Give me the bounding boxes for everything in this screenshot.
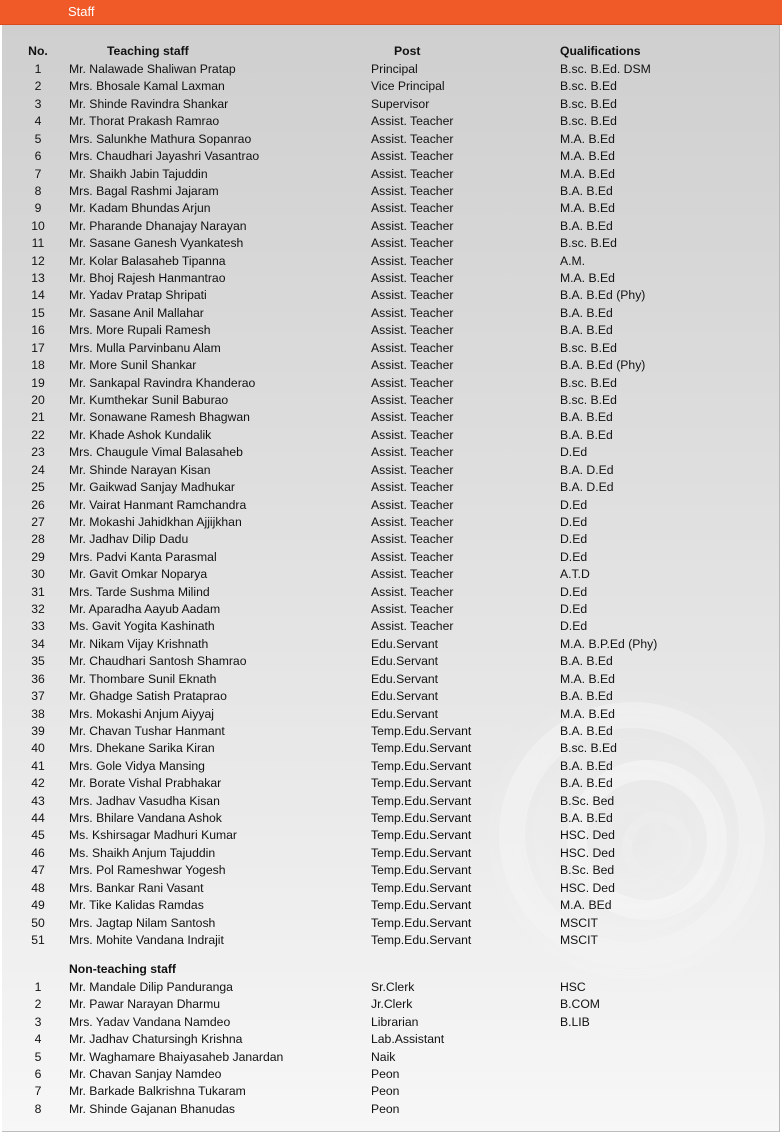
row-number: 47 bbox=[31, 863, 45, 878]
staff-name: Mr. Mokashi Jahidkhan Ajjijkhan bbox=[69, 514, 242, 529]
table-row bbox=[2, 566, 779, 583]
staff-qualification: B.sc. B.Ed bbox=[560, 741, 617, 756]
table-row bbox=[2, 584, 779, 601]
staff-name: Mr. Sasane Anil Mallahar bbox=[69, 305, 204, 320]
staff-post: Edu.Servant bbox=[371, 689, 439, 704]
row-number: 29 bbox=[31, 549, 45, 564]
table-row bbox=[2, 1066, 779, 1083]
table-row bbox=[2, 200, 779, 217]
staff-post: Peon bbox=[371, 1101, 400, 1116]
staff-qualification: B.A. B.Ed bbox=[560, 689, 613, 704]
staff-name: Mr. Kolar Balasaheb Tipanna bbox=[69, 253, 226, 268]
staff-name: Mr. Bhoj Rajesh Hanmantrao bbox=[69, 271, 226, 286]
table-row bbox=[2, 96, 779, 113]
table-row bbox=[2, 1101, 779, 1118]
staff-name: Mr. Jadhav Chatursingh Krishna bbox=[69, 1032, 243, 1047]
table-row bbox=[2, 531, 779, 548]
staff-qualification: B.sc. B.Ed bbox=[560, 79, 617, 94]
table-row bbox=[2, 61, 779, 78]
staff-qualification: B.A. B.Ed bbox=[560, 218, 613, 233]
row-number: 11 bbox=[31, 236, 45, 251]
staff-qualification: B.A. B.Ed (Phy) bbox=[560, 288, 646, 303]
row-number: 5 bbox=[34, 1049, 42, 1064]
staff-post: Assist. Teacher bbox=[371, 532, 454, 547]
table-row bbox=[2, 462, 779, 479]
staff-name: Mr. Nikam Vijay Krishnath bbox=[69, 636, 209, 651]
row-number: 1 bbox=[34, 62, 42, 76]
row-number: 30 bbox=[31, 567, 45, 582]
row-number: 2 bbox=[34, 79, 42, 94]
staff-name: Mrs. Mokashi Anjum Aiyyaj bbox=[69, 706, 214, 721]
table-header bbox=[2, 43, 779, 60]
staff-panel bbox=[2, 25, 780, 1132]
staff-qualification: B.Sc. Bed bbox=[560, 863, 615, 878]
staff-qualification: A.M. bbox=[560, 253, 586, 268]
staff-post: Assist. Teacher bbox=[371, 602, 454, 617]
staff-name: Ms. Gavit Yogita Kashinath bbox=[69, 619, 215, 634]
staff-name: Mr. Barkade Balkrishna Tukaram bbox=[69, 1084, 246, 1099]
staff-qualification: B.sc. B.Ed bbox=[560, 114, 617, 129]
staff-post: Assist. Teacher bbox=[371, 183, 454, 198]
table-row bbox=[2, 723, 779, 740]
staff-post: Peon bbox=[371, 1084, 400, 1099]
staff-qualification: M.A. B.Ed bbox=[560, 706, 615, 721]
staff-post: Supervisor bbox=[371, 96, 430, 111]
staff-name: Mr. Shaikh Jabin Tajuddin bbox=[69, 166, 208, 181]
staff-qualification: HSC. Ded bbox=[560, 828, 615, 843]
staff-post: Assist. Teacher bbox=[371, 114, 454, 129]
staff-post: Assist. Teacher bbox=[371, 166, 454, 181]
staff-qualification: HSC. Ded bbox=[560, 845, 615, 860]
page-title: Staff bbox=[68, 4, 95, 19]
staff-post: Assist. Teacher bbox=[371, 480, 454, 495]
staff-qualification: B.sc. B.Ed bbox=[560, 236, 617, 251]
staff-post: Assist. Teacher bbox=[371, 340, 454, 355]
row-number: 36 bbox=[31, 671, 45, 686]
staff-name: Mr. Shinde Gajanan Bhanudas bbox=[69, 1101, 236, 1116]
staff-qualification: M.A. BEd bbox=[560, 898, 612, 913]
table-row bbox=[2, 305, 779, 322]
staff-qualification: M.A. B.Ed bbox=[560, 271, 615, 286]
staff-name: Mr. Shinde Narayan Kisan bbox=[69, 462, 211, 477]
row-number: 3 bbox=[34, 1014, 42, 1029]
staff-post: Assist. Teacher bbox=[371, 288, 454, 303]
staff-name: Mr. Tike Kalidas Ramdas bbox=[69, 898, 204, 913]
row-number: 12 bbox=[31, 253, 45, 268]
staff-post: Assist. Teacher bbox=[371, 410, 454, 425]
row-number: 5 bbox=[34, 131, 42, 146]
row-number: 2 bbox=[34, 997, 42, 1012]
row-number: 9 bbox=[34, 201, 42, 216]
staff-name: Mr. Pawar Narayan Dharmu bbox=[69, 997, 221, 1012]
row-number: 42 bbox=[31, 776, 45, 791]
staff-post: Peon bbox=[371, 1067, 400, 1081]
staff-post: Assist. Teacher bbox=[371, 131, 454, 146]
row-number: 4 bbox=[34, 1032, 42, 1047]
staff-post: Assist. Teacher bbox=[371, 305, 454, 320]
table-row bbox=[2, 932, 779, 949]
table-row bbox=[2, 618, 779, 635]
staff-post: Edu.Servant bbox=[371, 636, 439, 651]
staff-qualification: D.Ed bbox=[560, 497, 588, 512]
row-number: 3 bbox=[34, 96, 42, 111]
staff-qualification: A.T.D bbox=[560, 567, 590, 582]
row-number: 17 bbox=[31, 340, 45, 355]
table-row bbox=[2, 270, 779, 287]
staff-name: Mr. Jadhav Dilip Dadu bbox=[69, 532, 189, 547]
row-number: 23 bbox=[31, 445, 45, 460]
row-number: 8 bbox=[34, 1101, 42, 1116]
staff-name: Mrs. Pol Rameshwar Yogesh bbox=[69, 863, 226, 878]
table-row bbox=[2, 1049, 779, 1066]
staff-name: Mrs. Mulla Parvinbanu Alam bbox=[69, 340, 221, 355]
staff-name: Mrs. More Rupali Ramesh bbox=[69, 323, 211, 338]
staff-post: Temp.Edu.Servant bbox=[371, 723, 472, 738]
row-number: 44 bbox=[31, 811, 45, 826]
staff-post: Edu.Servant bbox=[371, 654, 439, 669]
staff-post: Assist. Teacher bbox=[371, 462, 454, 477]
staff-qualification: B.LIB bbox=[560, 1014, 590, 1029]
row-number: 8 bbox=[34, 183, 42, 198]
staff-post: Assist. Teacher bbox=[371, 445, 454, 460]
table-row bbox=[2, 322, 779, 339]
table-row bbox=[2, 340, 779, 357]
staff-qualification: B.A. B.Ed bbox=[560, 723, 613, 738]
table-row bbox=[2, 653, 779, 670]
table-row bbox=[2, 601, 779, 618]
staff-qualification: HSC bbox=[560, 980, 586, 994]
staff-post: Assist. Teacher bbox=[371, 253, 454, 268]
staff-qualification: B.A. B.Ed bbox=[560, 811, 613, 826]
staff-name: Mr. Thorat Prakash Ramrao bbox=[69, 114, 220, 129]
table-row bbox=[2, 1083, 779, 1100]
row-number: 46 bbox=[31, 845, 45, 860]
staff-post: Assist. Teacher bbox=[371, 149, 454, 164]
table-row bbox=[2, 253, 779, 270]
staff-qualification: B.A. D.Ed bbox=[560, 462, 614, 477]
staff-name: Mrs. Yadav Vandana Namdeo bbox=[69, 1014, 231, 1029]
staff-qualification: B.A. B.Ed bbox=[560, 305, 613, 320]
table-row bbox=[2, 845, 779, 862]
staff-qualification: B.sc. B.Ed bbox=[560, 375, 617, 390]
staff-name: Mr. Khade Ashok Kundalik bbox=[69, 427, 212, 442]
staff-name: Mrs. Chaudhari Jayashri Vasantrao bbox=[69, 149, 260, 164]
staff-post: Temp.Edu.Servant bbox=[371, 793, 472, 808]
table-row bbox=[2, 897, 779, 914]
staff-post: Jr.Clerk bbox=[371, 997, 413, 1012]
staff-post: Assist. Teacher bbox=[371, 375, 454, 390]
row-number: 13 bbox=[31, 271, 45, 286]
staff-name: Ms. Kshirsagar Madhuri Kumar bbox=[69, 828, 237, 843]
row-number: 50 bbox=[31, 915, 45, 930]
staff-qualification: M.A. B.Ed bbox=[560, 671, 615, 686]
staff-name: Mr. Sonawane Ramesh Bhagwan bbox=[69, 410, 250, 425]
staff-name: Mrs. Bankar Rani Vasant bbox=[69, 880, 204, 895]
table-row bbox=[2, 148, 779, 165]
staff-name: Mr. More Sunil Shankar bbox=[69, 358, 197, 373]
staff-post: Assist. Teacher bbox=[371, 619, 454, 634]
staff-name: Mr. Nalawade Shaliwan Pratap bbox=[69, 62, 236, 76]
row-number: 32 bbox=[31, 602, 45, 617]
staff-qualification: D.Ed bbox=[560, 532, 588, 547]
staff-post: Edu.Servant bbox=[371, 706, 439, 721]
row-number: 35 bbox=[31, 654, 45, 669]
staff-name: Mrs. Salunkhe Mathura Sopanrao bbox=[69, 131, 252, 146]
staff-name: Mr. Mandale Dilip Panduranga bbox=[69, 980, 233, 994]
staff-name: Mr. Borate Vishal Prabhakar bbox=[69, 776, 222, 791]
staff-qualification: M.A. B.Ed bbox=[560, 149, 615, 164]
staff-name: Mrs. Dhekane Sarika Kiran bbox=[69, 741, 215, 756]
table-row bbox=[2, 758, 779, 775]
table-row bbox=[2, 775, 779, 792]
table-row bbox=[2, 479, 779, 496]
row-number: 48 bbox=[31, 880, 45, 895]
staff-post: Assist. Teacher bbox=[371, 218, 454, 233]
staff-qualification: M.A. B.Ed bbox=[560, 166, 615, 181]
page-header bbox=[0, 0, 782, 25]
staff-post: Edu.Servant bbox=[371, 671, 439, 686]
staff-post: Sr.Clerk bbox=[371, 980, 415, 994]
staff-post: Assist. Teacher bbox=[371, 323, 454, 338]
staff-name: Mrs. Padvi Kanta Parasmal bbox=[69, 549, 217, 564]
staff-post: Principal bbox=[371, 62, 418, 76]
row-number: 4 bbox=[34, 114, 42, 129]
staff-post: Temp.Edu.Servant bbox=[371, 776, 472, 791]
row-number: 26 bbox=[31, 497, 45, 512]
staff-name: Mr. Chavan Sanjay Namdeo bbox=[69, 1067, 222, 1081]
non-teaching-heading: Non-teaching staff bbox=[69, 962, 176, 976]
staff-qualification: B.A. B.Ed bbox=[560, 183, 613, 198]
table-row bbox=[2, 810, 779, 827]
staff-name: Mr. Chaudhari Santosh Shamrao bbox=[69, 654, 247, 669]
row-number: 43 bbox=[31, 793, 45, 808]
staff-qualification: B.Sc. Bed bbox=[560, 793, 615, 808]
staff-qualification: B.A. B.Ed bbox=[560, 776, 613, 791]
table-row bbox=[2, 793, 779, 810]
table-row bbox=[2, 636, 779, 653]
staff-name: Mr. Kadam Bhundas Arjun bbox=[69, 201, 211, 216]
staff-name: Mr. Gavit Omkar Noparya bbox=[69, 567, 208, 582]
staff-name: Mr. Thombare Sunil Eknath bbox=[69, 671, 217, 686]
staff-name: Mrs. Gole Vidya Mansing bbox=[69, 758, 205, 773]
staff-qualification: B.sc. B.Ed bbox=[560, 340, 617, 355]
staff-post: Vice Principal bbox=[371, 79, 445, 94]
table-row bbox=[2, 183, 779, 200]
table-row bbox=[2, 113, 779, 130]
staff-post: Assist. Teacher bbox=[371, 392, 454, 407]
staff-name: Mr. Pharande Dhanajay Narayan bbox=[69, 218, 247, 233]
row-number: 27 bbox=[31, 514, 45, 529]
table-row bbox=[2, 444, 779, 461]
staff-post: Temp.Edu.Servant bbox=[371, 845, 472, 860]
row-number: 25 bbox=[31, 480, 45, 495]
table-row bbox=[2, 740, 779, 757]
staff-qualification: M.A. B.P.Ed (Phy) bbox=[560, 636, 658, 651]
staff-post: Assist. Teacher bbox=[371, 584, 454, 599]
column-header-teaching-staff: Teaching staff bbox=[107, 44, 189, 58]
staff-post: Temp.Edu.Servant bbox=[371, 880, 472, 895]
table-row bbox=[2, 880, 779, 897]
staff-post: Assist. Teacher bbox=[371, 201, 454, 216]
staff-name: Mr. Sankapal Ravindra Khanderao bbox=[69, 375, 256, 390]
row-number: 15 bbox=[31, 305, 45, 320]
row-number: 40 bbox=[31, 741, 45, 756]
staff-post: Naik bbox=[371, 1049, 396, 1064]
staff-qualification: B.COM bbox=[560, 997, 600, 1012]
staff-qualification: D.Ed bbox=[560, 549, 588, 564]
table-row bbox=[2, 497, 779, 514]
staff-name: Mr. Kumthekar Sunil Baburao bbox=[69, 392, 229, 407]
staff-name: Mrs. Mohite Vandana Indrajit bbox=[69, 933, 224, 947]
staff-name: Mrs. Tarde Sushma Milind bbox=[69, 584, 210, 599]
staff-name: Mr. Gaikwad Sanjay Madhukar bbox=[69, 480, 235, 495]
table-row bbox=[2, 996, 779, 1013]
row-number: 41 bbox=[31, 758, 45, 773]
row-number: 45 bbox=[31, 828, 45, 843]
row-number: 6 bbox=[34, 1067, 42, 1081]
staff-post: Assist. Teacher bbox=[371, 549, 454, 564]
table-row bbox=[2, 375, 779, 392]
staff-name: Mr. Waghamare Bhaiyasaheb Janardan bbox=[69, 1049, 284, 1064]
table-row bbox=[2, 235, 779, 252]
row-number: 19 bbox=[31, 375, 45, 390]
row-number: 33 bbox=[31, 619, 45, 634]
staff-post: Temp.Edu.Servant bbox=[371, 915, 472, 930]
staff-name: Mrs. Jadhav Vasudha Kisan bbox=[69, 793, 220, 808]
staff-qualification: B.A. B.Ed bbox=[560, 758, 613, 773]
table-row bbox=[2, 287, 779, 304]
table-row bbox=[2, 688, 779, 705]
staff-post: Temp.Edu.Servant bbox=[371, 933, 472, 947]
staff-qualification: D.Ed bbox=[560, 584, 588, 599]
row-number: 39 bbox=[31, 723, 45, 738]
table-row bbox=[2, 827, 779, 844]
table-row bbox=[2, 671, 779, 688]
staff-post: Temp.Edu.Servant bbox=[371, 741, 472, 756]
staff-post: Assist. Teacher bbox=[371, 358, 454, 373]
table-row bbox=[2, 78, 779, 95]
table-row bbox=[2, 706, 779, 723]
staff-post: Assist. Teacher bbox=[371, 567, 454, 582]
table-row bbox=[2, 1031, 779, 1048]
staff-name: Mrs. Chaugule Vimal Balasaheb bbox=[69, 445, 243, 460]
staff-name: Mr. Shinde Ravindra Shankar bbox=[69, 96, 229, 111]
staff-qualification: B.sc. B.Ed. DSM bbox=[560, 62, 651, 76]
row-number: 16 bbox=[31, 323, 45, 338]
table-row bbox=[2, 1014, 779, 1031]
staff-name: Mr. Sasane Ganesh Vyankatesh bbox=[69, 236, 244, 251]
row-number: 34 bbox=[31, 636, 45, 651]
staff-qualification: B.A. B.Ed bbox=[560, 654, 613, 669]
row-number: 49 bbox=[31, 898, 45, 913]
table-row bbox=[2, 915, 779, 932]
staff-post: Librarian bbox=[371, 1014, 419, 1029]
table-row bbox=[2, 862, 779, 879]
table-row bbox=[2, 427, 779, 444]
row-number: 10 bbox=[31, 218, 45, 233]
staff-post: Lab.Assistant bbox=[371, 1032, 445, 1047]
staff-post: Assist. Teacher bbox=[371, 236, 454, 251]
staff-qualification: B.sc. B.Ed bbox=[560, 392, 617, 407]
row-number: 28 bbox=[31, 532, 45, 547]
staff-name: Mrs. Bagal Rashmi Jajaram bbox=[69, 183, 219, 198]
staff-post: Assist. Teacher bbox=[371, 271, 454, 286]
row-number: 7 bbox=[34, 1084, 42, 1099]
row-number: 6 bbox=[34, 149, 42, 164]
staff-post: Temp.Edu.Servant bbox=[371, 898, 472, 913]
staff-name: Ms. Shaikh Anjum Tajuddin bbox=[69, 845, 216, 860]
row-number: 37 bbox=[31, 689, 45, 704]
staff-qualification: HSC. Ded bbox=[560, 880, 615, 895]
row-number: 1 bbox=[34, 980, 42, 994]
staff-post: Temp.Edu.Servant bbox=[371, 758, 472, 773]
staff-post: Assist. Teacher bbox=[371, 497, 454, 512]
column-header-post: Post bbox=[394, 44, 421, 58]
row-number: 20 bbox=[31, 392, 45, 407]
staff-post: Assist. Teacher bbox=[371, 427, 454, 442]
staff-post: Temp.Edu.Servant bbox=[371, 811, 472, 826]
staff-name: Mrs. Bhilare Vandana Ashok bbox=[69, 811, 222, 826]
staff-qualification: B.A. B.Ed (Phy) bbox=[560, 358, 646, 373]
staff-name: Mr. Vairat Hanmant Ramchandra bbox=[69, 497, 247, 512]
staff-post: Temp.Edu.Servant bbox=[371, 863, 472, 878]
column-header-no: No. bbox=[28, 44, 48, 58]
row-number: 14 bbox=[31, 288, 45, 303]
table-row bbox=[2, 392, 779, 409]
row-number: 21 bbox=[31, 410, 45, 425]
row-number: 31 bbox=[31, 584, 45, 599]
table-row bbox=[2, 166, 779, 183]
table-row bbox=[2, 549, 779, 566]
row-number: 18 bbox=[31, 358, 45, 373]
table-row bbox=[2, 357, 779, 374]
staff-post: Temp.Edu.Servant bbox=[371, 828, 472, 843]
staff-qualification: D.Ed bbox=[560, 514, 588, 529]
column-header-qualifications: Qualifications bbox=[560, 44, 641, 58]
staff-qualification: B.sc. B.Ed bbox=[560, 96, 617, 111]
staff-qualification: M.A. B.Ed bbox=[560, 131, 615, 146]
table-row bbox=[2, 218, 779, 235]
row-number: 38 bbox=[31, 706, 45, 721]
staff-qualification: D.Ed bbox=[560, 445, 588, 460]
row-number: 7 bbox=[34, 166, 42, 181]
staff-name: Mr. Chavan Tushar Hanmant bbox=[69, 723, 225, 738]
staff-qualification: B.A. B.Ed bbox=[560, 427, 613, 442]
row-number: 22 bbox=[31, 427, 45, 442]
staff-name: Mrs. Jagtap Nilam Santosh bbox=[69, 915, 216, 930]
staff-qualification: B.A. B.Ed bbox=[560, 410, 613, 425]
staff-qualification: D.Ed bbox=[560, 619, 588, 634]
staff-name: Mr. Ghadge Satish Prataprao bbox=[69, 689, 227, 704]
row-number: 51 bbox=[31, 933, 45, 947]
staff-qualification: B.A. D.Ed bbox=[560, 480, 614, 495]
staff-post: Assist. Teacher bbox=[371, 514, 454, 529]
staff-name: Mrs. Bhosale Kamal Laxman bbox=[69, 79, 225, 94]
staff-qualification: D.Ed bbox=[560, 602, 588, 617]
table-row bbox=[2, 979, 779, 996]
table-row bbox=[2, 514, 779, 531]
table-row bbox=[2, 131, 779, 148]
staff-qualification: B.A. B.Ed bbox=[560, 323, 613, 338]
row-number: 24 bbox=[31, 462, 45, 477]
staff-qualification: MSCIT bbox=[560, 915, 598, 930]
table-row bbox=[2, 409, 779, 426]
staff-name: Mr. Yadav Pratap Shripati bbox=[69, 288, 207, 303]
staff-name: Mr. Aparadha Aayub Aadam bbox=[69, 602, 221, 617]
staff-qualification: MSCIT bbox=[560, 933, 598, 947]
staff-qualification: M.A. B.Ed bbox=[560, 201, 615, 216]
